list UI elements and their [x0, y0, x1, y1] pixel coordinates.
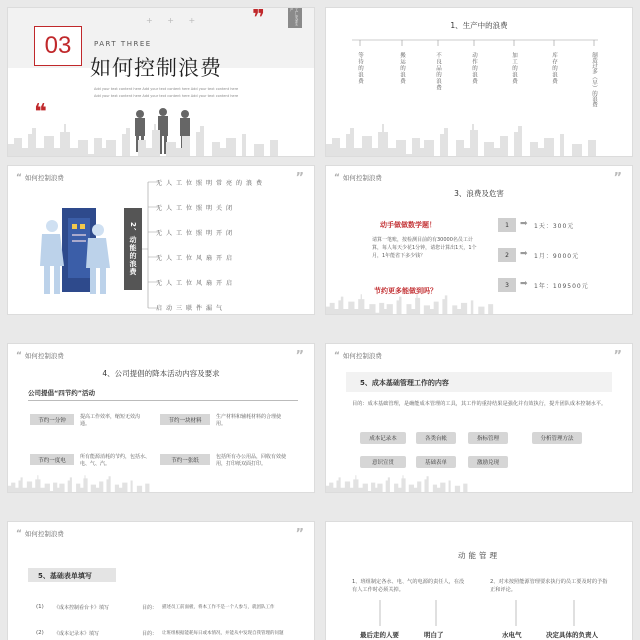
waste-col-1: 等待的浪费 — [357, 52, 363, 85]
bottom-label-2: 明白了 — [424, 631, 444, 639]
tree-lines — [326, 8, 632, 68]
row-2-number: 2 — [498, 248, 516, 262]
form-button[interactable]: 基础表单 — [416, 456, 456, 468]
slide-6-title: 5、成本基础管理工作的内容 — [360, 379, 449, 387]
quote-close-icon: ” — [613, 349, 622, 364]
slide-5-title: 4、公司提倡的降本活动内容及要求 — [102, 369, 220, 378]
item-2: 无人工位照明关闭 — [156, 205, 237, 212]
math-question-title: 动手做做数学题！ — [380, 221, 436, 229]
quote-close-icon: ” — [295, 527, 304, 542]
slide-4-title: 3、浪费及危害 — [454, 189, 504, 198]
item-5: 无人工位风扇开启 — [156, 280, 237, 287]
row-3-number: 3 — [498, 278, 516, 292]
slide-2-thumbnail[interactable] — [326, 8, 632, 156]
item-4: 无人工位风扇开启 — [156, 255, 237, 262]
section-number-box — [34, 26, 82, 66]
slide-1-thumbnail[interactable] — [8, 8, 314, 156]
bottom-label-1: 最后走的人要 — [360, 631, 399, 639]
savings-question: 节约更多能做到吗？ — [374, 287, 437, 295]
connector-lines — [326, 522, 632, 640]
cost-record-button[interactable]: 成本记录本 — [360, 432, 406, 444]
quote-close-icon: ” — [295, 171, 304, 186]
tag-save-electricity: 节约一度电 — [30, 454, 74, 465]
waste-col-6: 库存的浪费 — [551, 52, 557, 85]
slide-5-thumbnail[interactable] — [8, 344, 314, 492]
row-1-number: (1) — [36, 604, 44, 610]
subtitle-underline — [28, 400, 298, 401]
waste-col-3: 不良品的浪费 — [435, 52, 441, 91]
row-2-name: 《成本记录本》填写 — [54, 631, 100, 637]
slide-6-thumbnail[interactable] — [326, 344, 632, 492]
filler-text-1: Add your text content here Add your text content here Add your text content here — [94, 87, 239, 91]
quote-close-icon: ” — [295, 349, 304, 364]
purpose-text: 目的：成本基础管理，是确能成本管理的工具，其工作的重持结果是强化并有效执行，提升团队成本控制水平。 — [352, 401, 607, 407]
slide-8-thumbnail[interactable] — [326, 522, 632, 640]
cross-decoration: + + + — [146, 16, 202, 25]
slide-header: “ 如何控制浪费 — [334, 172, 382, 183]
side-tag: 工厂安全生产 — [288, 8, 302, 28]
point-1: 1、班组制定各水、电、气的电源的责任人，在没有人工作时必须关掉。 — [352, 579, 465, 593]
waste-col-4: 动作的浪费 — [471, 52, 477, 85]
waste-col-2: 搬运的浪费 — [399, 52, 405, 85]
quote-mark-red: ❝ — [34, 100, 47, 125]
part-label: PART THREE — [94, 40, 152, 48]
slide-header: “ 如何控制浪费 — [334, 350, 382, 361]
city-skyline — [326, 470, 486, 492]
item-6: 启动三联件漏气 — [156, 305, 227, 312]
text-save-material: 生产材料和辅耗材料的合理使用。 — [216, 414, 282, 427]
arrow-right-icon: ➡ — [520, 219, 528, 229]
slide-header: “ 如何控制浪费 — [16, 528, 64, 539]
item-1: 无人工位照明常亮的浪费 — [156, 180, 267, 187]
slide-4-thumbnail[interactable] — [326, 166, 632, 314]
row-2-number: (2) — [36, 630, 44, 636]
item-3: 无人工位照明开闭 — [156, 230, 237, 237]
arrow-right-icon: ➡ — [520, 279, 528, 289]
incentive-button[interactable]: 激励兑现 — [468, 456, 508, 468]
row-1-number: 1 — [498, 218, 516, 232]
awareness-button[interactable]: 意识宣贯 — [360, 456, 406, 468]
quote-mark: ❞ — [252, 8, 265, 31]
workers-illustration — [36, 204, 114, 300]
tag-save-material: 节约一块材料 — [160, 414, 210, 425]
city-skyline — [8, 114, 314, 156]
indicator-button[interactable]: 指标管理 — [468, 432, 508, 444]
row-1-value: 1天：300元 — [534, 223, 575, 230]
row-1-purpose: 目的： — [142, 605, 158, 611]
slide-header: “ 如何控制浪费 — [16, 172, 64, 183]
tag-save-paper: 节约一张纸 — [160, 454, 210, 465]
row-2-value: 1月：9000元 — [534, 253, 580, 260]
bracket-lines — [142, 166, 162, 314]
quote-close-icon: ” — [613, 171, 622, 186]
city-skyline — [8, 470, 168, 492]
city-skyline — [326, 114, 632, 156]
category-box — [124, 208, 142, 290]
analysis-button[interactable]: 分析管理方法 — [532, 432, 582, 444]
row-2-purpose: 目的： — [142, 631, 158, 637]
ledger-button[interactable]: 各类台帐 — [416, 432, 456, 444]
slide-header: “ 如何控制浪费 — [16, 350, 64, 361]
category-label: 2、动能的浪费 — [129, 222, 137, 276]
text-save-minute: 提高工作效率，缩短无效沟通。 — [80, 414, 141, 427]
waste-col-5: 加工的浪费 — [511, 52, 517, 85]
section-number: 03 — [44, 32, 72, 59]
arrow-right-icon: ➡ — [520, 249, 528, 259]
text-save-paper: 包括所有办公用品，回收有效使用，打印纸双面打印。 — [216, 454, 287, 467]
row-1-name: 《成本控制看台卡》填写 — [54, 605, 110, 611]
row-2-text: 让班组根据能耗每日或本情况，并能从中发现自我管理的问题 — [162, 631, 284, 636]
activity-subtitle: 公司提倡“四节约”活动 — [28, 389, 96, 397]
math-question-body: 请算一笔账，按检测目前的有30000名员工计算，每人每天少花1分钟，请您计算出1天，1个月，1年能省下多少钱？ — [372, 237, 477, 259]
bottom-label-3: 水电气 — [502, 631, 522, 639]
section-heading: 如何控制浪费 — [90, 56, 222, 80]
point-2: 2、对未按照能源管理要求执行的员工要及时的予指正和评论。 — [490, 579, 608, 593]
city-skyline — [326, 288, 515, 314]
row-3-value: 1年：109500元 — [534, 283, 589, 290]
row-1-text: 描述员工前面板，将本工作不是一个人参与，就团队工作 — [162, 605, 275, 610]
tag-save-minute: 节约一分钟 — [30, 414, 74, 425]
text-save-electricity: 所有能源消耗的节约，包括水、电、气、汽。 — [80, 454, 151, 467]
slide-8-title: 动能管理 — [458, 551, 500, 560]
slide-7-thumbnail[interactable] — [8, 522, 314, 640]
slide-2-title: 1、生产中的浪费 — [450, 21, 508, 30]
slide-7-title: 5、基础表单填写 — [38, 572, 92, 580]
waste-col-7: 制造过多（早）的浪费 — [591, 52, 597, 107]
bottom-label-4: 决定具体的负责人 — [546, 631, 598, 639]
filler-text-2: Add your text content here Add your text content here Add your text content here — [94, 94, 239, 98]
slide-3-thumbnail[interactable] — [8, 166, 314, 314]
